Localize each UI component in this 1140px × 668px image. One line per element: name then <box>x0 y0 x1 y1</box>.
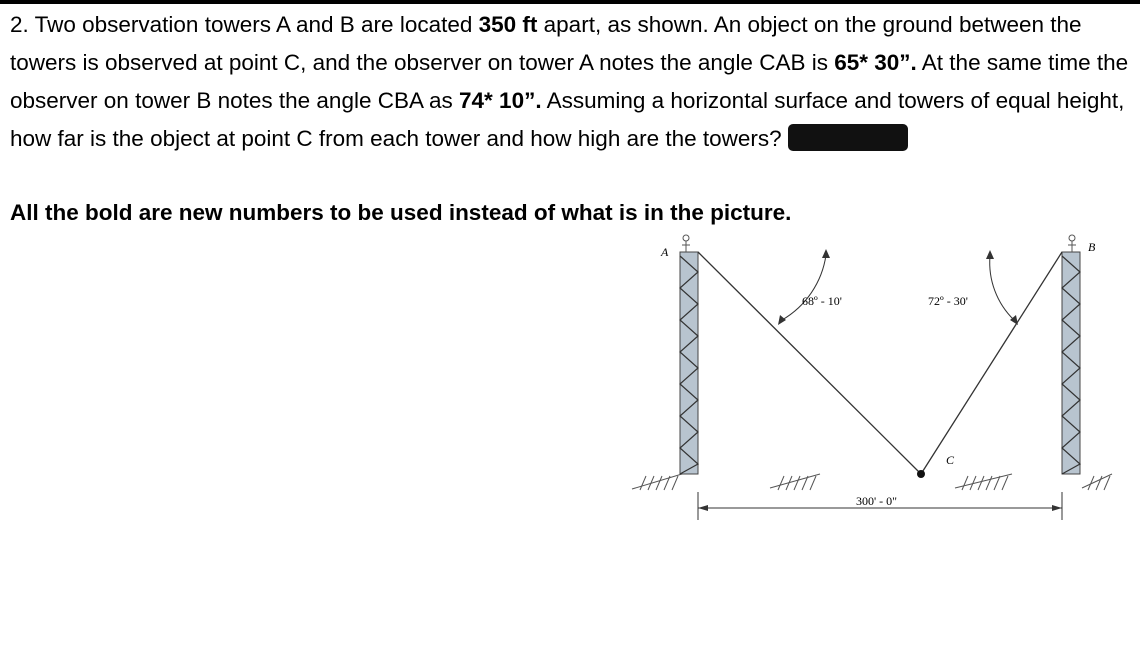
problem-text-3: At the same time the observer on tower B notes the angle CBA as <box>10 50 1129 113</box>
angle-a-label: 68º - 10' <box>802 294 842 308</box>
arrowhead-icon <box>778 315 786 325</box>
sight-line-a <box>698 252 921 474</box>
label-b: B <box>1088 240 1096 254</box>
angle-arc-a <box>782 255 826 320</box>
bold-angle-b: 74* 10”. <box>459 88 542 113</box>
problem-text-4: Assuming a horizontal surface and towers of equal height, how far is the object at point C from each tower and how high are the towers? <box>10 88 1125 151</box>
label-c: C <box>946 453 955 467</box>
problem-text-2: apart, as shown. An object on the ground between the towers is observed at point C, and the observer on tower A notes the angle CAB is <box>10 12 1082 75</box>
arrowhead-icon <box>986 250 994 259</box>
angle-b-label: 72º - 30' <box>928 294 968 308</box>
label-a: A <box>661 245 669 259</box>
point-c-dot <box>917 470 925 478</box>
tower-b <box>1062 235 1080 474</box>
instruction-note: All the bold are new numbers to be used instead of what is in the picture. <box>10 200 792 225</box>
observer-a-icon <box>682 235 690 252</box>
bold-distance: 350 ft <box>478 12 538 37</box>
observer-b-icon <box>1068 235 1076 252</box>
bold-angle-a: 65* 30”. <box>834 50 917 75</box>
arrowhead-icon <box>698 505 708 511</box>
ground-hatch <box>632 474 1112 490</box>
tower-a <box>680 235 698 474</box>
arrowhead-icon <box>1052 505 1062 511</box>
problem-text-1: 2. Two observation towers A and B are located <box>10 12 479 37</box>
sight-line-b <box>921 252 1062 474</box>
angle-arc-b <box>990 256 1014 320</box>
distance-label: 300' - 0" <box>856 494 898 508</box>
arrowhead-icon <box>822 249 830 258</box>
